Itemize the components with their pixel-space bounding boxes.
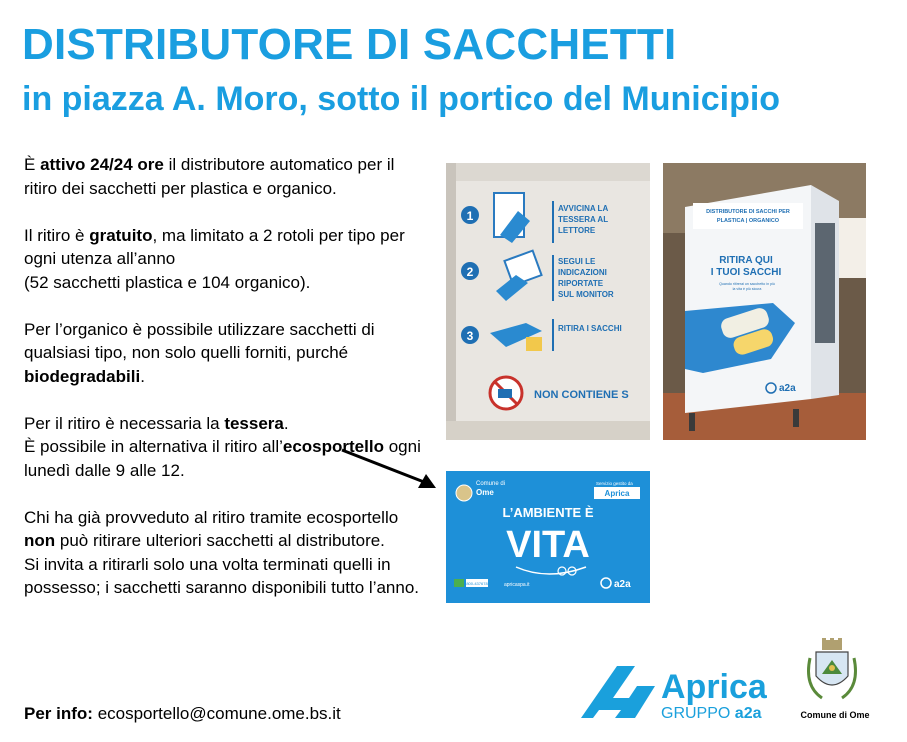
svg-text:3: 3 <box>466 329 474 343</box>
contact-info <box>24 702 341 726</box>
info-label: Per info: <box>24 704 93 723</box>
paragraph-card: Per il ritiro è necessaria la tessera. È possibile in alternativa il ritiro all’ecosportello ogni lunedì dalle 9 alle 12. <box>24 413 421 480</box>
body-text <box>24 153 424 623</box>
card-line2: VITA <box>506 524 590 566</box>
page-title: DISTRIBUTORE DI SACCHETTI <box>22 20 677 69</box>
crest-caption: Comune di Ome <box>800 710 870 720</box>
step1-line1: AVVICINA LA <box>558 204 609 213</box>
card-image <box>446 471 650 603</box>
photo-footer-text: NON CONTIENE S <box>534 389 629 401</box>
card-comune: Ome <box>476 488 494 497</box>
photo-instructions <box>446 163 650 440</box>
logo-group-prefix: GRUPPO <box>661 705 735 722</box>
card-phone: 800-437678 <box>466 581 488 586</box>
step2-line1: SEGUI LE <box>558 257 596 266</box>
card-comune-small: Comune di <box>476 481 506 487</box>
card-service: Servizio gestito da <box>596 481 633 486</box>
logo-name: Aprica <box>661 668 767 706</box>
logo-group-suffix: a2a <box>734 705 762 722</box>
paragraph-organic: Per l’organico è possibile utilizzare sacchetti di qualsiasi tipo, non solo quelli forniti, purché biodegradabili. <box>24 319 375 386</box>
step2-line4: SUL MONITOR <box>558 290 614 299</box>
machine-header-line2: PLASTICA | ORGANICO <box>716 218 780 224</box>
paragraph-availability: È attivo 24/24 ore il distributore automatico per il ritiro dei sacchetti per plastica e organico. <box>24 155 395 198</box>
step1-line3: LETTORE <box>558 226 596 235</box>
info-email[interactable]: ecosportello@comune.ome.bs.it <box>97 704 341 723</box>
aprica-logo <box>577 660 782 724</box>
machine-header-line1: DISTRIBUTORE DI SACCHI PER <box>706 209 790 215</box>
machine-main-line2: I TUOI SACCHI <box>710 267 782 278</box>
machine-brand: a2a <box>779 383 796 394</box>
arrow-icon <box>340 446 440 492</box>
machine-tiny-line2: la vita è più sicura <box>732 287 762 291</box>
paragraph-ecosportello: Chi ha già provveduto al ritiro tramite ecosportello non può ritirare ulteriori sacchetti al distributore. Si invita a ritirarli solo una volta terminati quelli in possesso; i sacchetti saranno disponibili tutto l’anno. <box>24 507 420 597</box>
page-subtitle: in piazza A. Moro, sotto il portico del Municipio <box>22 80 781 118</box>
card-website: apricaspa.it <box>504 582 530 588</box>
card-line1: L’AMBIENTE È <box>502 505 594 520</box>
step1-line2: TESSERA AL <box>558 215 609 224</box>
comune-crest-icon <box>800 638 864 702</box>
machine-main-line1: RITIRA QUI <box>719 255 773 266</box>
step2-line3: RIPORTATE <box>558 279 604 288</box>
paragraph-free-pickup: Il ritiro è gratuito, ma limitato a 2 rotoli per tipo per ogni utenza all’anno (52 sacchetti plastica e 104 organico). <box>24 225 405 292</box>
svg-text:2: 2 <box>466 265 474 279</box>
card-brand: Aprica <box>604 489 630 498</box>
svg-text:GRUPPO a2a <box>661 705 762 722</box>
machine-tiny-line1: Quando ritirerai un sacchetto in più <box>719 282 775 286</box>
photo-machine <box>663 163 866 440</box>
card-a2a: a2a <box>614 579 631 590</box>
svg-text:1: 1 <box>466 209 474 223</box>
step3-label: RITIRA I SACCHI <box>558 324 622 333</box>
step2-line2: INDICAZIONI <box>558 268 607 277</box>
